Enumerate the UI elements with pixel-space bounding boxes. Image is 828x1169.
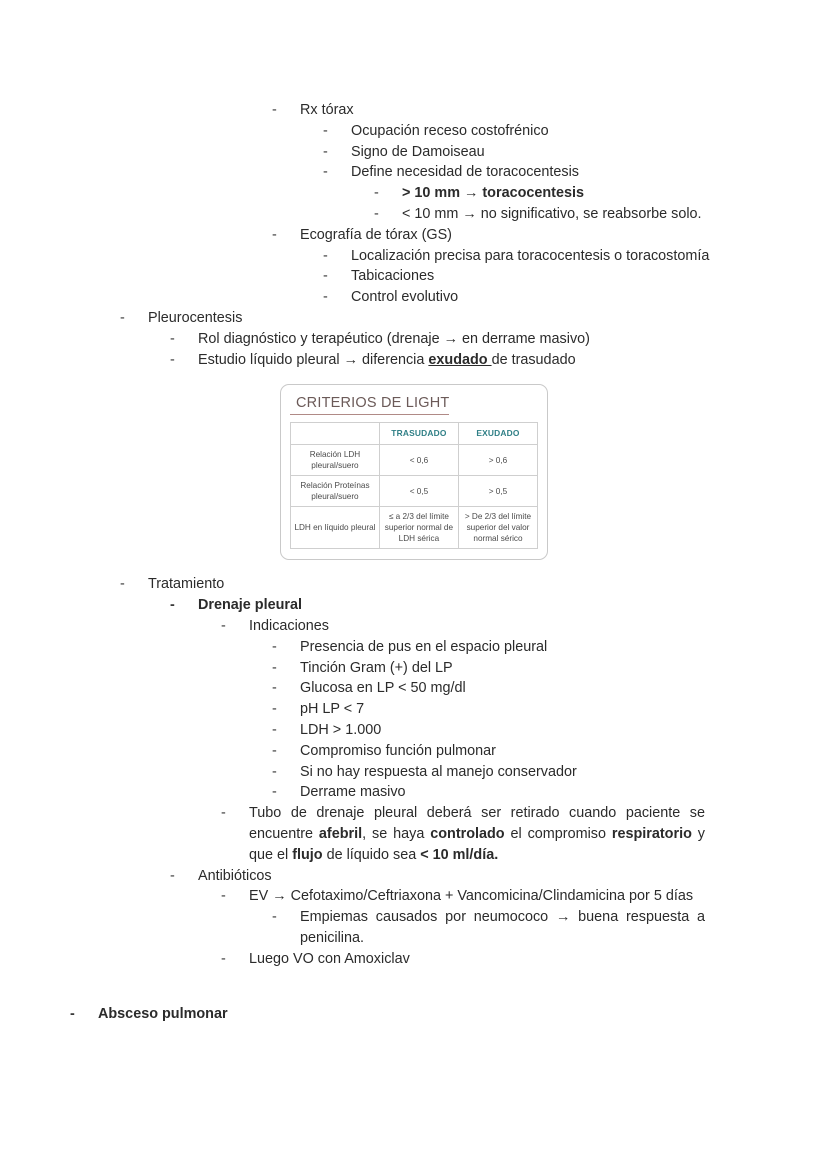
bullet-dash: -	[221, 950, 226, 967]
text-segment: de líquido sea	[322, 846, 421, 863]
cell-trasudado: < 0,6	[379, 445, 458, 476]
list-item	[272, 100, 828, 121]
criterios-de-light-figure	[0, 384, 828, 560]
list-item-label: Tabicaciones	[351, 268, 435, 285]
list-item-label	[170, 350, 828, 371]
bullet-dash: -	[170, 351, 175, 368]
bullet-dash: -	[323, 143, 328, 160]
text-segment-afebril: afebril	[318, 825, 363, 842]
bullet-dash: -	[120, 309, 125, 326]
list-item-label: Rx tórax	[300, 102, 354, 118]
bullet-dash: -	[323, 122, 328, 139]
list-item	[221, 616, 828, 637]
cell-trasudado: < 0,5	[379, 476, 458, 507]
list-item-label: EV → Cefotaximo/Ceftriaxona + Vancomicina/Clindamicina por 5 días	[249, 888, 694, 905]
table-row	[291, 445, 538, 476]
list-item	[323, 246, 828, 267]
list-item-label: Luego VO con Amoxiclav	[249, 950, 410, 967]
bullet-dash: -	[374, 205, 379, 222]
bullet-dash: -	[272, 909, 277, 926]
list-item	[221, 949, 828, 970]
text-segment-respiratorio: respiratorio	[611, 825, 692, 842]
list-item-label: Si no hay respuesta al manejo conservador	[300, 763, 577, 780]
table-row	[291, 476, 538, 507]
list-item	[170, 866, 828, 887]
list-item-label-bold: > 10 mm → toracocentesis	[402, 185, 584, 202]
bullet-dash: -	[272, 721, 277, 738]
list-item	[272, 637, 828, 658]
text-segment: el compromiso	[504, 825, 612, 842]
list-item	[323, 121, 828, 142]
list-item	[272, 658, 828, 679]
column-header-exudado: EXUDADO	[458, 423, 537, 445]
list-item	[323, 142, 828, 163]
list-item-label: pH LP < 7	[300, 701, 365, 718]
bullet-dash: -	[272, 638, 277, 655]
list-item	[323, 162, 828, 183]
list-item	[272, 678, 828, 699]
list-item	[272, 225, 828, 246]
list-item-label: Antibióticos	[198, 867, 272, 884]
list-item-label: Tratamiento	[148, 576, 225, 593]
bullet-dash: -	[272, 659, 277, 676]
list-item-label: < 10 mm → no significativo, se reabsorbe solo.	[402, 205, 702, 222]
bullet-dash: -	[170, 597, 175, 614]
list-item	[323, 287, 828, 308]
paragraph-text: Empiemas causados por neumococo → buena respuesta a penicilina.	[300, 909, 705, 946]
row-label: Relación LDH pleural/suero	[291, 445, 380, 476]
column-header-trasudado: TRASUDADO	[379, 423, 458, 445]
list-item-label: Glucosa en LP < 50 mg/dl	[300, 680, 466, 697]
bullet-dash: -	[323, 164, 328, 181]
list-item-paragraph	[272, 907, 828, 949]
bullet-dash: -	[170, 330, 175, 347]
text-segment: , se haya	[362, 825, 431, 842]
bullet-dash: -	[170, 867, 175, 884]
column-header-blank	[291, 423, 380, 445]
list-item-label: LDH > 1.000	[300, 721, 382, 738]
bullet-dash: -	[221, 888, 226, 905]
list-item	[221, 886, 828, 907]
text-segment-flujo: flujo	[292, 846, 323, 863]
list-item-label: Compromiso función pulmonar	[300, 742, 496, 759]
bullet-dash: -	[272, 701, 277, 718]
bullet-dash: -	[272, 680, 277, 697]
list-item-label: Control evolutivo	[351, 289, 459, 306]
list-item	[272, 699, 828, 720]
list-item-label: Presencia de pus en el espacio pleural	[300, 638, 548, 655]
bullet-dash: -	[272, 763, 277, 780]
bullet-dash: -	[221, 805, 226, 822]
list-item-label: Derrame masivo	[300, 784, 406, 801]
list-item	[272, 782, 828, 803]
list-item-label: Ocupación receso costofrénico	[351, 122, 549, 139]
cell-exudado: > 0,5	[458, 476, 537, 507]
light-criteria-table	[290, 422, 538, 549]
list-item-label: Define necesidad de toracocentesis	[351, 164, 579, 181]
list-item	[170, 350, 828, 371]
list-item	[272, 762, 828, 783]
text-segment-controlado: controlado	[430, 825, 505, 842]
list-item-label: Indicaciones	[249, 617, 329, 634]
paragraph-text	[221, 803, 705, 865]
cell-exudado: > De 2/3 del límite superior del valor normal sérico	[458, 507, 537, 549]
text-segment: y que el	[249, 825, 705, 863]
list-item	[272, 741, 828, 762]
table-row	[291, 507, 538, 549]
bullet-dash: -	[120, 576, 125, 593]
row-label: Relación Proteínas pleural/suero	[291, 476, 380, 507]
light-criteria-title: CRITERIOS DE LIGHT	[290, 393, 449, 415]
list-item	[170, 329, 828, 350]
bullet-dash: -	[272, 784, 277, 801]
list-item	[323, 266, 828, 287]
bullet-dash: -	[70, 1005, 75, 1022]
text-segment-exudado: exudado	[428, 351, 492, 368]
bullet-dash: -	[272, 102, 277, 118]
bullet-dash: -	[323, 289, 328, 306]
list-item-label: Localización precisa para toracocentesis o toracostomía	[351, 247, 710, 264]
text-segment: Tubo de drenaje pleural deberá ser retirado cuando paciente se encuentre	[249, 805, 705, 842]
bullet-dash: -	[323, 247, 328, 264]
bullet-dash: -	[272, 226, 277, 243]
list-item	[272, 720, 828, 741]
list-item-label: Signo de Damoiseau	[351, 143, 485, 160]
list-item-label: Ecografía de tórax (GS)	[300, 226, 452, 243]
list-item-label-bold: Absceso pulmonar	[98, 1005, 228, 1022]
text-segment: de trasudado	[491, 351, 576, 368]
list-item	[120, 308, 828, 329]
cell-trasudado: ≤ a 2/3 del límite superior normal de LDH sérica	[379, 507, 458, 549]
row-label: LDH en líquido pleural	[291, 507, 380, 549]
bullet-dash: -	[374, 185, 379, 202]
cell-exudado: > 0,6	[458, 445, 537, 476]
list-item-label: Tinción Gram (+) del LP	[300, 659, 453, 676]
list-item	[374, 183, 828, 204]
list-item	[374, 204, 828, 225]
bullet-dash: -	[323, 268, 328, 285]
list-item	[70, 1004, 828, 1025]
list-item	[120, 574, 828, 595]
text-segment: Estudio líquido pleural → diferencia	[198, 351, 429, 368]
bullet-dash: -	[221, 617, 226, 634]
list-item-paragraph	[221, 803, 828, 865]
list-item-label-bold: Drenaje pleural	[198, 597, 302, 614]
list-item-label: Rol diagnóstico y terapéutico (drenaje → en derrame masivo)	[198, 330, 590, 347]
text-segment-flujo-limite: < 10 ml/día.	[420, 846, 499, 863]
table-header-row	[291, 423, 538, 445]
bullet-dash: -	[272, 742, 277, 759]
list-item	[170, 595, 828, 616]
list-item-label: Pleurocentesis	[148, 309, 243, 326]
light-criteria-card	[280, 384, 548, 560]
